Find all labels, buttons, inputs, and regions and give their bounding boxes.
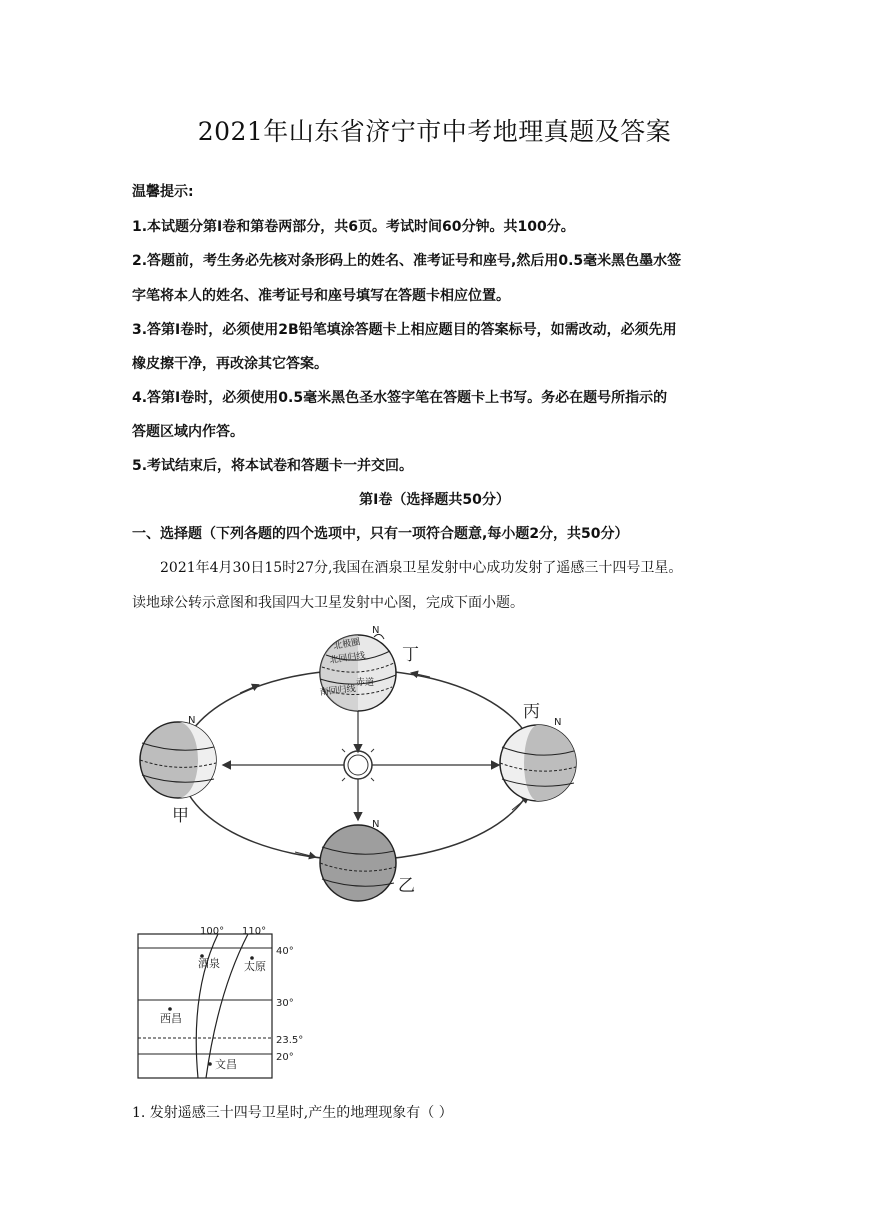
pole-n-bing: N	[554, 717, 562, 728]
label-tropic-s: 南回归线	[319, 684, 357, 698]
site-taiyuan: 太原	[244, 960, 266, 973]
globe-ding	[319, 625, 396, 711]
tip-line-3: 字笔将本人的姓名、准考证号和座号填写在答题卡相应位置。	[132, 288, 510, 304]
label-ding: 丁	[402, 645, 419, 665]
passage-line-2: 读地球公转示意图和我国四大卫星发射中心图，完成下面小题。	[132, 595, 524, 611]
site-wenchang: 文昌	[215, 1058, 237, 1071]
pole-n-jia: N	[188, 715, 196, 726]
lat-23-5: 23.5°	[276, 1035, 304, 1046]
site-jiuquan: 酒泉	[198, 957, 220, 970]
tip-line-7: 答题区域内作答。	[132, 424, 244, 440]
tip-line-4: 3.答第Ⅰ卷时，必须使用2B铅笔填涂答题卡上相应题目的答案标号，如需改动，必须先用	[132, 322, 677, 338]
tips-heading: 温馨提示:	[132, 184, 194, 200]
question-1: 1. 发射遥感三十四号卫星时,产生的地理现象有（ ）	[132, 1105, 453, 1121]
label-bing: 丙	[523, 702, 540, 722]
pole-n-yi: N	[372, 819, 380, 830]
lon-100: 100°	[200, 926, 225, 937]
lat-40: 40°	[276, 946, 294, 957]
tip-line-5: 橡皮擦干净，再改涂其它答案。	[132, 356, 328, 372]
label-tropic-n: 北回归线	[329, 651, 367, 666]
launch-center-map	[130, 922, 320, 1082]
lat-20: 20°	[276, 1052, 294, 1063]
tip-line-2: 2.答题前，考生务必先核对条形码上的姓名、准考证号和座号,然后用0.5毫米黑色墨水签	[132, 253, 682, 269]
part-heading: 一、选择题（下列各题的四个选项中，只有一项符合题意,每小题2分，共50分）	[132, 526, 629, 542]
tip-line-1: 1.本试题分第Ⅰ卷和第卷两部分，共6页。考试时间60分钟。共100分。	[132, 219, 575, 235]
globe-jia	[140, 715, 216, 798]
orbit-arrow-1	[240, 685, 258, 693]
section-title: 第Ⅰ卷（选择题共50分）	[359, 492, 510, 508]
label-yi: 乙	[398, 876, 415, 896]
lat-30: 30°	[276, 998, 294, 1009]
tip-line-8: 5.考试结束后，将本试卷和答题卡一并交回。	[132, 458, 414, 474]
globe-bing	[500, 717, 576, 801]
pole-n-ding: N	[372, 625, 380, 636]
label-equator: 赤道	[356, 678, 375, 688]
earth-revolution-diagram	[130, 615, 610, 905]
passage-line-1: 2021年4月30日15时27分,我国在酒泉卫星发射中心成功发射了遥感三十四号卫星。	[160, 560, 683, 576]
document-title: 2021年山东省济宁市中考地理真题及答案	[197, 117, 672, 146]
label-jia: 甲	[172, 806, 189, 826]
site-xichang: 西昌	[160, 1012, 182, 1025]
tip-line-6: 4.答第Ⅰ卷时，必须使用0.5毫米黑色圣水签字笔在答题卡上书写。务必在题号所指示的	[132, 390, 668, 406]
lon-110: 110°	[242, 926, 267, 937]
label-arctic: 北极圈	[332, 637, 362, 652]
globe-yi	[320, 819, 396, 901]
